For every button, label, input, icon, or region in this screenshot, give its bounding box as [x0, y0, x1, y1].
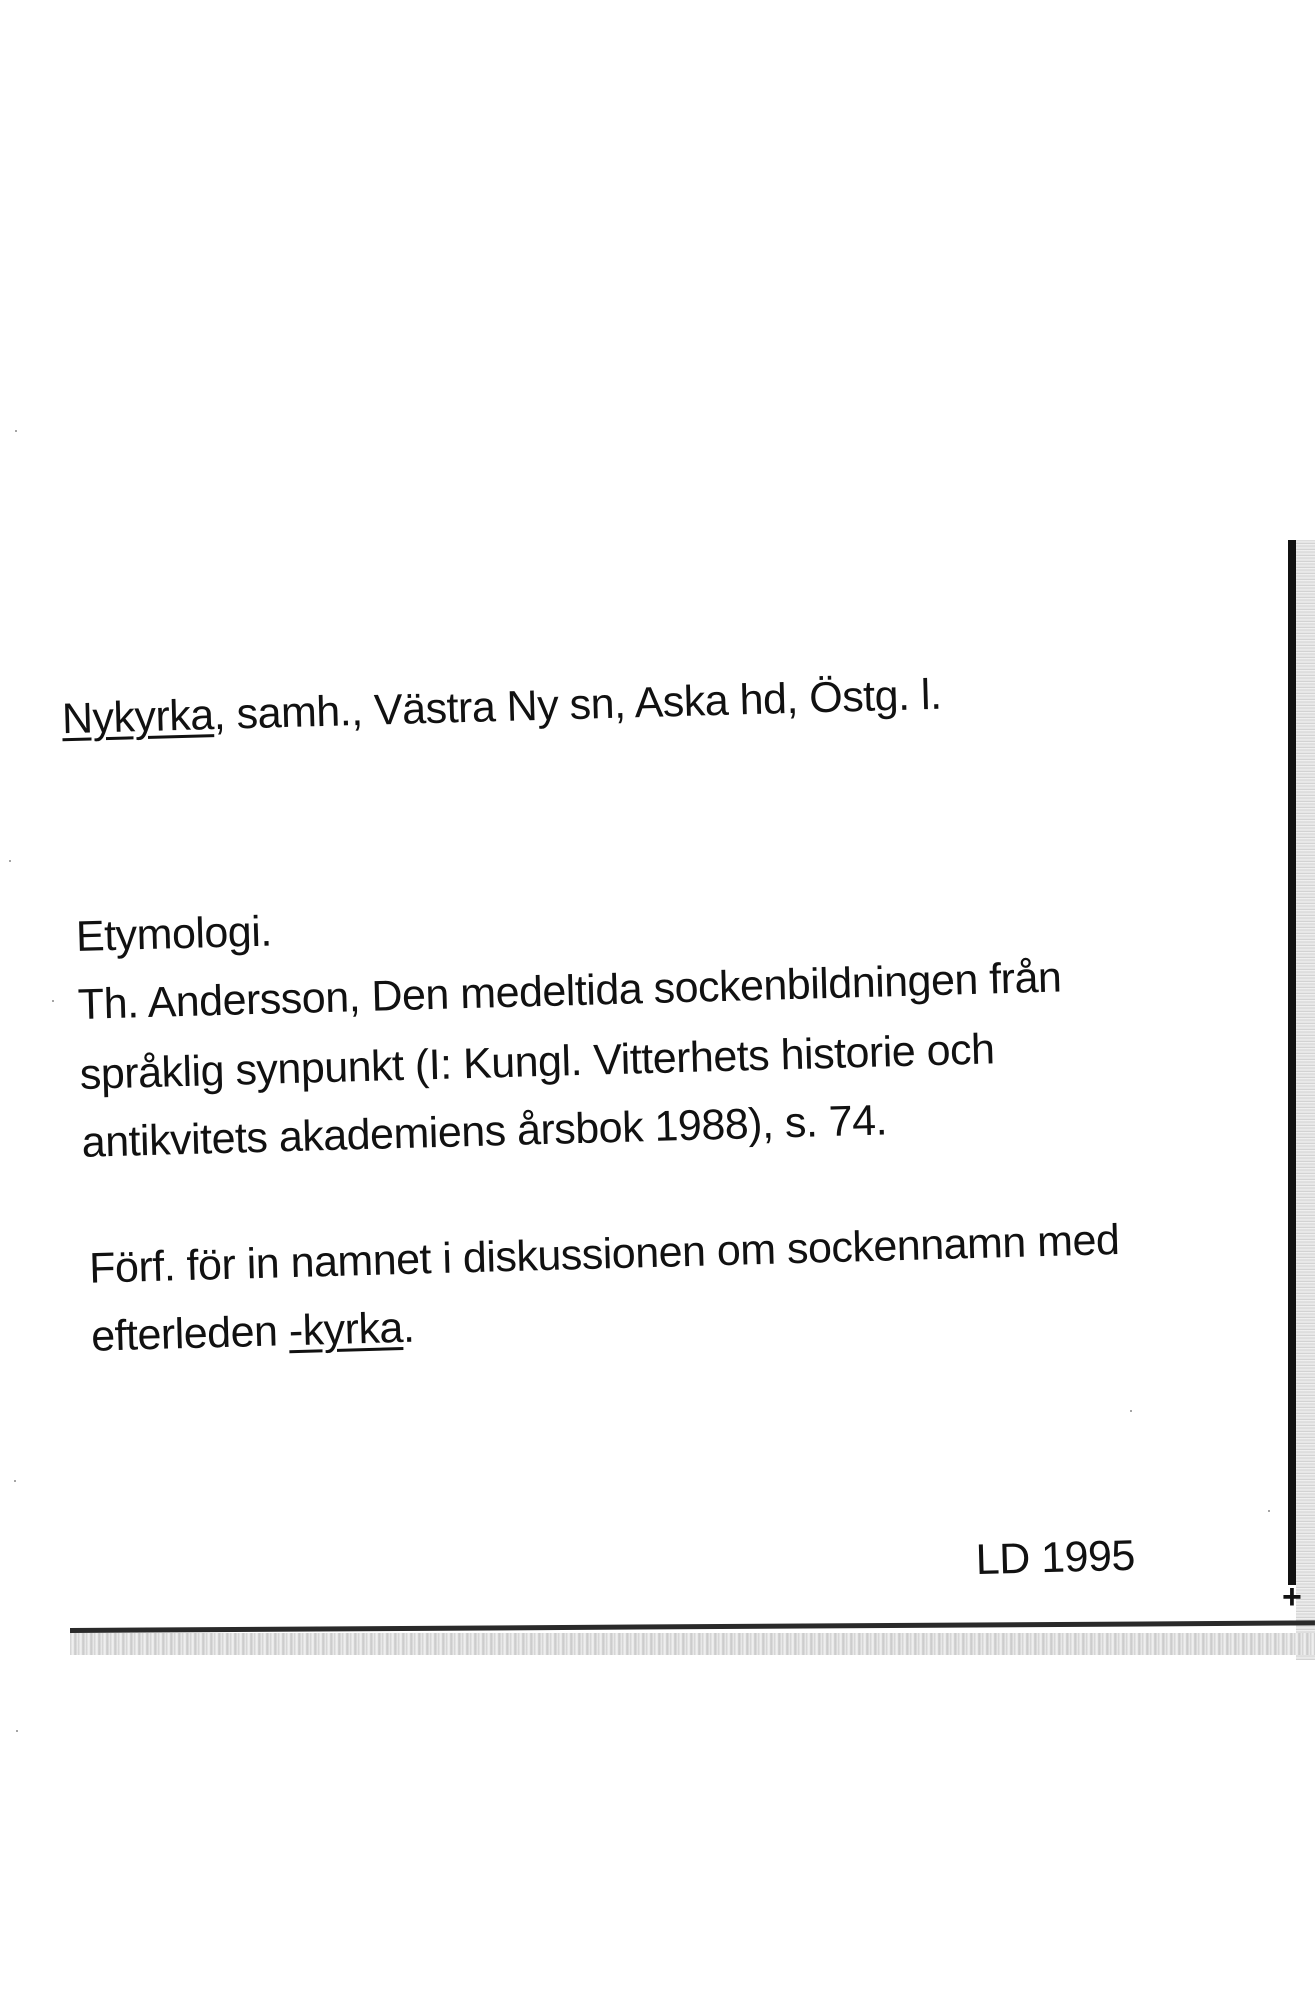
- scan-speck: [14, 1480, 16, 1482]
- heading-details: , samh., Västra Ny sn, Aska hd, Östg. l.: [213, 670, 943, 740]
- note-line-2-prefix: efterleden: [90, 1307, 290, 1361]
- reference-line-1: Th. Andersson, Den medeltida sockenbildningen från: [77, 953, 1062, 1029]
- signature: LD 1995: [975, 1531, 1136, 1585]
- scan-speck: [15, 430, 17, 432]
- scan-speck: [16, 1730, 18, 1732]
- reference-line-3: antikvitets akademiens årsbok 1988), s. 74.: [81, 1096, 888, 1167]
- corner-mark: +: [1282, 1578, 1302, 1616]
- suffix-term: -kyrka: [288, 1304, 404, 1356]
- section-title: Etymologi.: [75, 907, 273, 961]
- card-heading: [61, 670, 943, 744]
- note-line-2: [90, 1303, 415, 1361]
- scan-speck: [1268, 1510, 1270, 1512]
- note-line-1: Förf. för in namnet i diskussionen om sockennamn med: [88, 1216, 1120, 1293]
- scan-speck: [9, 860, 11, 862]
- headword: Nykyrka: [61, 691, 215, 744]
- scan-speck: [52, 1000, 54, 1002]
- reference-line-2: språklig synpunkt (I: Kungl. Vitterhets historie och: [79, 1025, 996, 1099]
- note-line-2-end: .: [402, 1303, 415, 1353]
- scan-speck: [1130, 1410, 1132, 1412]
